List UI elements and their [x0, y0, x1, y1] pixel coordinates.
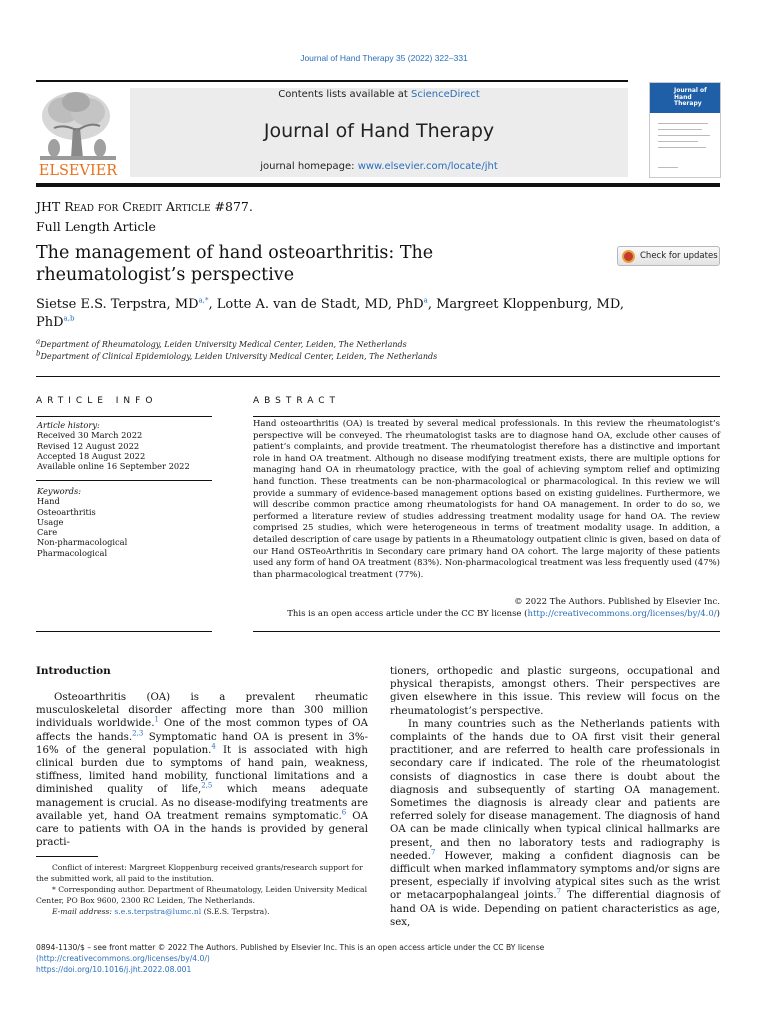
cover-line — [658, 123, 708, 124]
affiliation-mark: a — [36, 337, 41, 346]
cover-line — [658, 147, 706, 148]
body-text: One of the most common types of OA affects the hands. — [36, 718, 368, 743]
affiliation-b — [36, 349, 438, 361]
footnote-rule — [36, 856, 98, 857]
cover-line — [658, 167, 678, 168]
abstract-copyright: © 2022 The Authors. Published by Elsevier Inc. — [514, 597, 720, 607]
abstract-text: Hand osteoarthritis (OA) is treated by several medical professionals. In this review the rheumatologist’s perspective will be conveyed. The rheumatologist tasks are to diagnose hand OA, exclude other causes of patient’s complaints, and provide treatment. The rheumatologist therefore has a distinctive and important role in hand OA treatment. Although no disease modifying treatment exists, there are multiple options for managing hand OA in rheumatology practice, with the goal of achieving symptom relief and optimizing hand function. These treatments can be non-pharmacological or pharmacological. In this review we will provide a summary of evidence-based management options based on existing guidelines. Furthermore, we will describe common practice among rheumatologists for hand OA management. In order to do so, we performed a literature review of studies addressing treatment modality usage for hand OA. The review comprised 25 studies, which were heterogeneous in terms of treatment modality usage. In addition, a detailed description of care usage by patients in a Rheumatology outpatient clinic is given, based on data of our Hand OSTeoArthritis in Secondary care primary hand OA cohort. The large majority of these patients used any form of hand OA treatment (83%). Non-pharmacological treatment was less frequently used (47%) than pharmacological treatment (77%). — [253, 419, 720, 580]
keyword[interactable]: Usage — [37, 516, 64, 527]
article-info-rule-bottom — [36, 631, 212, 632]
history-date: Revised 12 August 2022 — [37, 440, 140, 451]
abstract-license — [253, 609, 720, 619]
author-name[interactable]: Lotte A. van de Stadt, MD, PhD — [216, 297, 424, 312]
corresponding-author-note: * Corresponding author. Department of Rheumatology, Leiden University Medical Center, PO Box 9600, 2300 RC Leiden, The Netherlands. — [36, 885, 367, 905]
body-text: The differential diagnosis of hand OA is wide. Depending on patient characteristics as age, sex, — [390, 890, 721, 928]
author-separator: , — [208, 297, 217, 312]
citation-link[interactable]: 7 — [430, 848, 436, 857]
citation-link[interactable]: 2,3 — [132, 729, 144, 738]
history-date: Received 30 March 2022 — [37, 430, 143, 441]
check-updates-icon — [622, 250, 635, 263]
top-rule — [36, 80, 628, 82]
citation-link[interactable]: 2,5 — [201, 782, 213, 791]
citation-link[interactable]: 4 — [211, 742, 216, 751]
keyword[interactable]: Hand — [37, 496, 60, 507]
keywords-label: Keywords: — [37, 486, 82, 496]
intro-paragraph-2 — [390, 718, 720, 929]
doi-link[interactable]: https://doi.org/10.1016/j.jht.2022.08.001 — [36, 965, 192, 974]
body-text: Symptomatic hand OA is present in 3%- 16% of the general population. — [36, 731, 368, 756]
homepage-prefix: journal homepage: — [260, 161, 358, 172]
license-suffix: ) — [716, 609, 720, 619]
body-text: However, making a confident diagnosis can be difficult when marked inflammatory symptoms and/or signs are present, especially if involving atypical sites such as the wrist or metacarpophalangeal joints. — [390, 850, 720, 902]
intro-paragraph-1-continued: tioners, orthopedic and plastic surgeons, occupational and physical therapists, amongst others. Their perspectives are given elsewhere in this issue. This review will focus on the rheumatologist’s perspective. — [390, 666, 720, 717]
email-label: E-mail address: — [52, 907, 115, 916]
body-text: which means adequate management is crucial. As no disease-modifying treatments are available yet, hand OA treatment remains symptomatic. — [36, 784, 368, 822]
affiliation-mark: b — [36, 349, 41, 358]
homepage-line — [130, 161, 628, 172]
citation-link[interactable]: 1 — [154, 716, 159, 725]
email-note — [36, 906, 368, 917]
abstract-heading: ABSTRACT — [253, 396, 341, 406]
author-name[interactable]: Margreet Kloppenburg, MD, PhD — [36, 297, 624, 330]
affiliation-text: Department of Rheumatology, Leiden University Medical Center, Leiden, The Netherlands — [40, 340, 407, 349]
license-prefix: This is an open access article under the CC BY license ( — [287, 609, 528, 619]
intro-paragraph-1 — [36, 691, 368, 849]
footnotes — [36, 862, 368, 917]
keyword[interactable]: Non-pharmacological — [37, 537, 128, 548]
check-updates-label: Check for updates — [640, 251, 718, 261]
journal-title: Journal of Hand Therapy — [263, 120, 495, 142]
contents-prefix: Contents lists available at — [278, 89, 412, 100]
cover-line — [658, 141, 698, 142]
publisher-wordmark: ELSEVIER — [38, 163, 118, 178]
cover-title: Journal of Hand Therapy — [674, 87, 707, 107]
issn-line: 0894-1130/$ – see front matter © 2022 The Authors. Published by Elsevier Inc. This is an open access article under the CC BY license — [36, 943, 545, 952]
bottom-notes — [36, 942, 720, 975]
journal-homepage-link[interactable]: www.elsevier.com/locate/jht — [357, 161, 498, 172]
article-info-heading: ARTICLE INFO — [36, 396, 158, 406]
header-thick-rule — [36, 183, 720, 187]
author-affiliation-mark[interactable]: a — [423, 296, 428, 305]
article-title: The management of hand osteoarthritis: The rheumatologist’s perspective — [36, 243, 434, 285]
conflict-of-interest-note: Conflict of interest: Margreet Kloppenburg received grants/research support for the submitted work, all paid to the institution. — [36, 863, 363, 883]
sciencedirect-link[interactable]: ScienceDirect — [411, 89, 480, 100]
history-date: Accepted 18 August 2022 — [37, 450, 146, 461]
body-text: Osteoarthritis (OA) is a prevalent rheumatic musculoskeletal disorder affecting more than 300 million individuals worldwide. — [36, 692, 368, 730]
article-info-rule-top — [36, 416, 212, 417]
keywords — [37, 486, 127, 558]
elsevier-logo[interactable] — [36, 88, 120, 178]
email-suffix: (S.E.S. Terpstra). — [201, 907, 270, 916]
credit-article-label: JHT Read for Credit Article #877. — [36, 199, 253, 214]
affiliation-text: Department of Clinical Epidemiology, Leiden University Medical Center, Leiden, The Netherlands — [40, 352, 438, 361]
introduction-heading: Introduction — [36, 665, 111, 677]
keyword[interactable]: Osteoarthritis — [37, 506, 96, 517]
tree-emblem-icon — [36, 88, 120, 178]
affiliation-a — [36, 337, 407, 349]
author-affiliation-mark[interactable]: a,b — [63, 314, 75, 323]
body-column-right — [390, 665, 720, 929]
article-history — [37, 420, 190, 471]
body-column-left — [36, 691, 368, 849]
author-email-link[interactable]: s.e.s.terpstra@lumc.nl — [114, 907, 202, 916]
article-type: Full Length Article — [36, 219, 156, 234]
contents-line — [130, 89, 628, 100]
running-head[interactable]: Journal of Hand Therapy 35 (2022) 322–331 — [300, 53, 468, 63]
body-text: In many countries such as the Netherlands patients with complaints of the hands due to OA first visit their general practitioner, and are referred to health care professionals in secondary care if indicated. The role of the rheumatologist consists of diagnostics in case there is doubt about the diagnosis and subsequently of starting OA management. Sometimes the diagnosis is already clear and patients are referred solely for disease management. The diagnosis of hand OA can be made clinically when typical clinical hallmarks are present, and then no laboratory tests and radiography is needed. — [390, 718, 720, 862]
author-name[interactable]: Sietse E.S. Terpstra, MD — [36, 297, 199, 312]
keyword[interactable]: Care — [37, 527, 58, 538]
abstract-rule-bottom — [253, 631, 720, 632]
history-label: Article history: — [37, 420, 100, 430]
body-text: OA care to patients with OA in the hands is provided by general practi- — [36, 810, 368, 849]
author-separator: , — [427, 297, 437, 312]
abstract-rule-top — [253, 416, 720, 417]
author-list — [36, 296, 636, 331]
cover-line — [658, 129, 702, 130]
author-affiliation-mark[interactable]: a,* — [198, 296, 209, 305]
license-link[interactable]: http://creativecommons.org/licenses/by/4.0/ — [527, 609, 717, 619]
keyword[interactable]: Pharmacological — [37, 547, 108, 558]
check-for-updates-button[interactable] — [617, 246, 720, 266]
article-info-rule-mid — [36, 480, 212, 481]
cc-license-link[interactable]: (http://creativecommons.org/licenses/by/4.0/) — [36, 954, 210, 963]
history-date: Available online 16 September 2022 — [37, 461, 190, 472]
body-text: It is associated with high clinical burden due to symptoms of hand pain, weakness, stiffness, limited hand mobility, functional limitations and a diminished quality of life, — [36, 744, 368, 796]
citation-link[interactable]: 6 — [341, 808, 347, 817]
meta-rule — [36, 376, 720, 377]
citation-link[interactable]: 7 — [556, 888, 562, 897]
journal-cover-thumbnail[interactable] — [649, 82, 721, 178]
cover-line — [658, 135, 710, 136]
